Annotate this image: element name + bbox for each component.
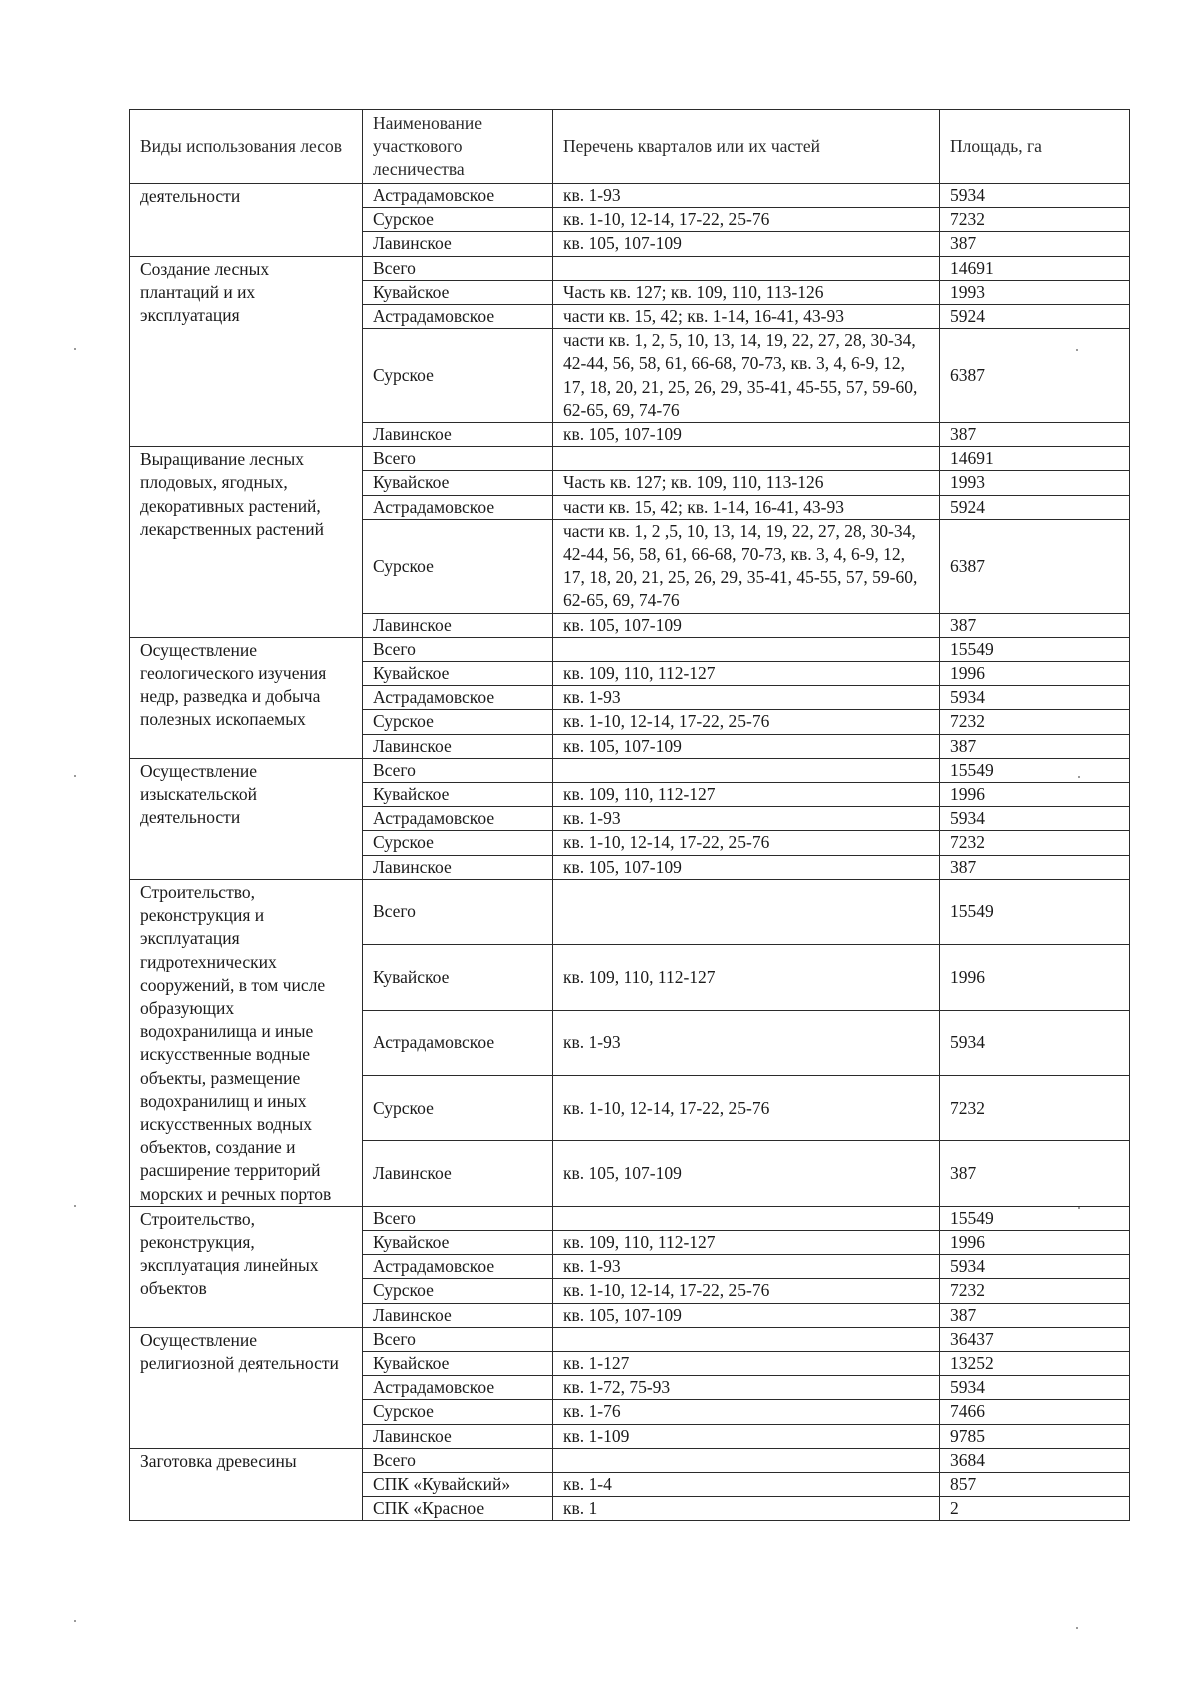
scan-speck [1076,349,1078,351]
forestry-cell: Сурское [363,831,553,855]
blocks-cell: кв. 105, 107-109 [553,855,940,879]
blocks-cell: кв. 1-93 [553,807,940,831]
scan-speck [1076,1627,1078,1629]
forestry-cell: Кувайское [363,783,553,807]
blocks-cell: кв. 1-10, 12-14, 17-22, 25-76 [553,710,940,734]
area-cell: 7232 [940,1279,1130,1303]
blocks-cell [553,256,940,280]
table-row [130,447,1130,471]
forestry-cell: Всего [363,1327,553,1351]
forestry-cell: Астрадамовское [363,495,553,519]
blocks-cell: кв. 1-10, 12-14, 17-22, 25-76 [553,1075,940,1140]
table-row [130,758,1130,782]
area-cell: 3684 [940,1448,1130,1472]
forestry-cell: Лавинское [363,232,553,256]
area-cell: 1993 [940,280,1130,304]
blocks-cell [553,637,940,661]
area-cell: 7466 [940,1400,1130,1424]
blocks-cell: кв. 105, 107-109 [553,613,940,637]
scan-speck [74,1205,76,1207]
forestry-cell: Всего [363,256,553,280]
use-type-cell: Строительство, реконструкция и эксплуатация гидротехнических сооружений, в том числе образующих водохранилища и иные искусственные водные объекты, размещение водохранилищ и иных искусственных водных объектов, создание и расширение территорий морских и речных портов [130,879,363,1206]
forestry-cell: Лавинское [363,613,553,637]
blocks-cell: части кв. 15, 42; кв. 1-14, 16-41, 43-93 [553,305,940,329]
forestry-cell: Лавинское [363,423,553,447]
area-cell: 5924 [940,495,1130,519]
forestry-cell: Лавинское [363,1303,553,1327]
forestry-cell: Сурское [363,208,553,232]
table-row [130,184,1130,208]
area-cell: 5934 [940,1376,1130,1400]
area-cell: 1996 [940,1230,1130,1254]
header-area: Площадь, га [940,110,1130,184]
scan-speck [74,1620,76,1622]
area-cell: 387 [940,1303,1130,1327]
forestry-cell: Сурское [363,710,553,734]
area-cell: 13252 [940,1351,1130,1375]
table-row [130,879,1130,944]
forestry-cell: Всего [363,1206,553,1230]
table-row [130,1206,1130,1230]
blocks-cell: кв. 105, 107-109 [553,1141,940,1206]
header-forestry: Наименование участкового лесничества [363,110,553,184]
blocks-cell: кв. 109, 110, 112-127 [553,1230,940,1254]
forestry-cell: Астрадамовское [363,1010,553,1075]
area-cell: 857 [940,1472,1130,1496]
table-row [130,1448,1130,1472]
area-cell: 5934 [940,1010,1130,1075]
forestry-cell: Астрадамовское [363,686,553,710]
forestry-cell: Астрадамовское [363,305,553,329]
area-cell: 387 [940,613,1130,637]
blocks-cell [553,1448,940,1472]
area-cell: 1996 [940,783,1130,807]
use-type-cell: Осуществление геологического изучения недр, разведка и добыча полезных ископаемых [130,637,363,758]
table-header-row [130,110,1130,184]
forestry-cell: Лавинское [363,1141,553,1206]
blocks-cell: кв. 1-93 [553,1010,940,1075]
forestry-cell: Кувайское [363,945,553,1010]
blocks-cell [553,879,940,944]
area-cell: 387 [940,734,1130,758]
area-cell: 387 [940,1141,1130,1206]
forestry-cell: Всего [363,758,553,782]
forest-use-table [129,109,1130,1521]
blocks-cell: кв. 105, 107-109 [553,1303,940,1327]
forestry-cell: Сурское [363,1075,553,1140]
use-type-cell: Осуществление религиозной деятельности [130,1327,363,1448]
area-cell: 5934 [940,686,1130,710]
use-type-cell: деятельности [130,184,363,257]
blocks-cell [553,1327,940,1351]
area-cell: 1996 [940,662,1130,686]
forestry-cell: Кувайское [363,1351,553,1375]
area-cell: 7232 [940,208,1130,232]
blocks-cell: кв. 1-10, 12-14, 17-22, 25-76 [553,208,940,232]
area-cell: 5934 [940,807,1130,831]
area-cell: 9785 [940,1424,1130,1448]
forestry-cell: Астрадамовское [363,1255,553,1279]
forestry-cell: Астрадамовское [363,184,553,208]
blocks-cell: кв. 1-109 [553,1424,940,1448]
forestry-cell: Сурское [363,519,553,613]
area-cell: 7232 [940,1075,1130,1140]
forestry-cell: Всего [363,879,553,944]
forestry-cell: Лавинское [363,855,553,879]
blocks-cell: кв. 1-76 [553,1400,940,1424]
blocks-cell: кв. 1-10, 12-14, 17-22, 25-76 [553,831,940,855]
area-cell: 15549 [940,1206,1130,1230]
blocks-cell: кв. 1-93 [553,686,940,710]
area-cell: 5934 [940,184,1130,208]
area-cell: 6387 [940,519,1130,613]
blocks-cell: части кв. 1, 2, 5, 10, 13, 14, 19, 22, 27, 28, 30-34, 42-44, 56, 58, 61, 66-68, 70-73, кв. 3, 4, 6-9, 12, 17, 18, 20, 21, 25, 26, 29, 35-41, 45-55, 57, 59-60, 62-65, 69, 74-76 [553,329,940,423]
blocks-cell: кв. 109, 110, 112-127 [553,945,940,1010]
header-use: Виды использования лесов [130,110,363,184]
area-cell: 5934 [940,1255,1130,1279]
header-blocks: Перечень кварталов или их частей [553,110,940,184]
blocks-cell: кв. 1-93 [553,184,940,208]
area-cell: 387 [940,423,1130,447]
forestry-cell: СПК «Красное [363,1497,553,1521]
area-cell: 14691 [940,256,1130,280]
forestry-cell: Сурское [363,329,553,423]
forestry-cell: Всего [363,447,553,471]
forestry-cell: Всего [363,1448,553,1472]
blocks-cell: кв. 105, 107-109 [553,423,940,447]
forestry-cell: Кувайское [363,280,553,304]
scan-speck [74,348,76,350]
use-type-cell: Создание лесных плантаций и их эксплуатация [130,256,363,447]
blocks-cell: кв. 1-4 [553,1472,940,1496]
blocks-cell: кв. 1-72, 75-93 [553,1376,940,1400]
blocks-cell: кв. 109, 110, 112-127 [553,783,940,807]
table-row [130,637,1130,661]
blocks-cell: кв. 1 [553,1497,940,1521]
blocks-cell: кв. 1-127 [553,1351,940,1375]
forestry-cell: Сурское [363,1279,553,1303]
blocks-cell: части кв. 1, 2 ,5, 10, 13, 14, 19, 22, 27, 28, 30-34, 42-44, 56, 58, 61, 66-68, 70-73, кв. 3, 4, 6-9, 12, 17, 18, 20, 21, 25, 26, 29, 35-41, 45-55, 57, 59-60, 62-65, 69, 74-76 [553,519,940,613]
area-cell: 15549 [940,637,1130,661]
forestry-cell: Лавинское [363,734,553,758]
blocks-cell: кв. 105, 107-109 [553,232,940,256]
forestry-cell: Лавинское [363,1424,553,1448]
blocks-cell: кв. 1-10, 12-14, 17-22, 25-76 [553,1279,940,1303]
area-cell: 5924 [940,305,1130,329]
forestry-cell: Астрадамовское [363,807,553,831]
blocks-cell [553,447,940,471]
forestry-cell: Астрадамовское [363,1376,553,1400]
table-row [130,256,1130,280]
use-type-cell: Выращивание лесных плодовых, ягодных, декоративных растений, лекарственных растений [130,447,363,638]
blocks-cell: Часть кв. 127; кв. 109, 110, 113-126 [553,471,940,495]
scan-speck [74,775,76,777]
forestry-cell: Кувайское [363,471,553,495]
area-cell: 6387 [940,329,1130,423]
scan-speck [1078,776,1080,778]
forestry-cell: Сурское [363,1400,553,1424]
table-body [130,184,1130,1521]
blocks-cell: части кв. 15, 42; кв. 1-14, 16-41, 43-93 [553,495,940,519]
blocks-cell: кв. 1-93 [553,1255,940,1279]
scan-speck [1078,1207,1080,1209]
forestry-cell: Кувайское [363,662,553,686]
area-cell: 1996 [940,945,1130,1010]
blocks-cell [553,758,940,782]
use-type-cell: Заготовка древесины [130,1448,363,1521]
use-type-cell: Осуществление изыскательской деятельности [130,758,363,879]
area-cell: 1993 [940,471,1130,495]
area-cell: 15549 [940,879,1130,944]
forestry-cell: Всего [363,637,553,661]
blocks-cell: кв. 105, 107-109 [553,734,940,758]
area-cell: 14691 [940,447,1130,471]
forestry-cell: Кувайское [363,1230,553,1254]
table-row [130,1327,1130,1351]
area-cell: 7232 [940,710,1130,734]
blocks-cell: Часть кв. 127; кв. 109, 110, 113-126 [553,280,940,304]
area-cell: 7232 [940,831,1130,855]
use-type-cell: Строительство, реконструкция, эксплуатация линейных объектов [130,1206,363,1327]
blocks-cell [553,1206,940,1230]
area-cell: 387 [940,855,1130,879]
area-cell: 387 [940,232,1130,256]
forestry-cell: СПК «Кувайский» [363,1472,553,1496]
area-cell: 2 [940,1497,1130,1521]
blocks-cell: кв. 109, 110, 112-127 [553,662,940,686]
area-cell: 36437 [940,1327,1130,1351]
area-cell: 15549 [940,758,1130,782]
